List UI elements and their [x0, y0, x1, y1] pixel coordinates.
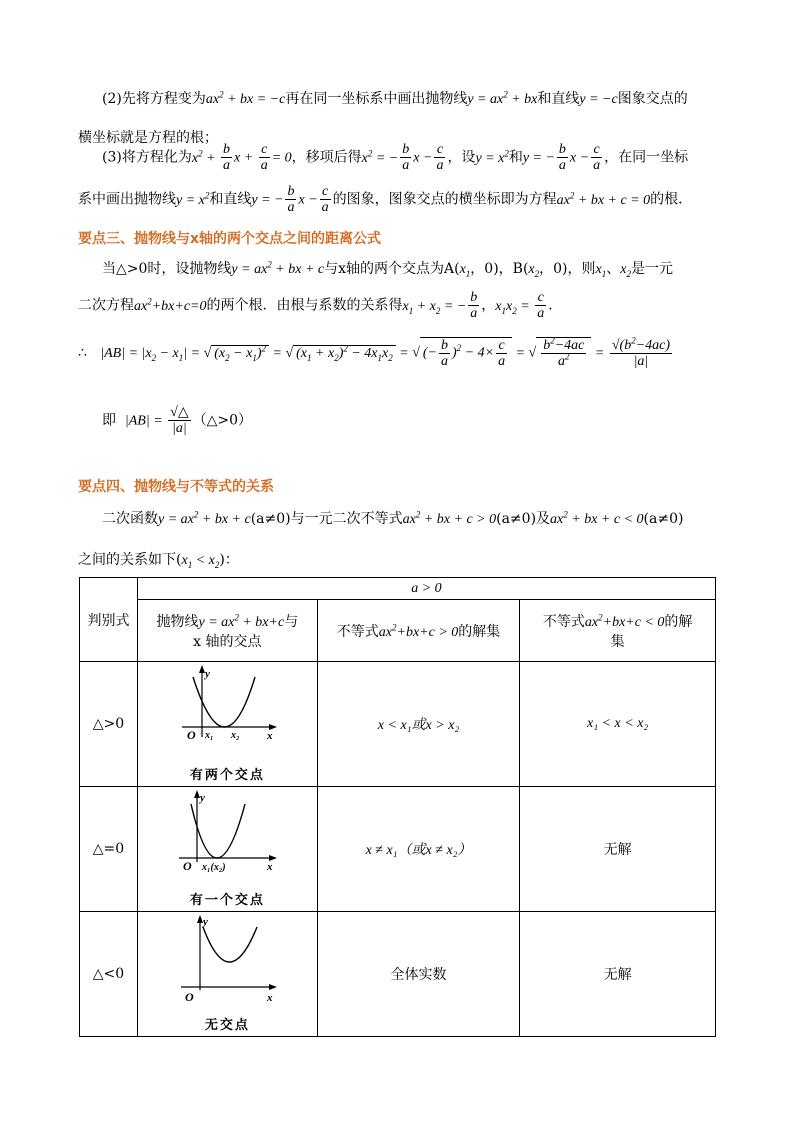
paragraph-3-cont: 系中画出抛物线$y = x^2$和直线y = − $\frac{b}{a}$ x − $\frac{c}{a}$ 的图象，图象交点的横坐标即为方程$ax^2$ + bx + c = 0的根. — [78, 184, 683, 215]
svg-text:x: x — [267, 861, 273, 873]
paragraph-inequality: 二次函数$y = ax^2$ + bx + c(a≠0)与一元二次不等式$ax^2$ + bx + c > 0(a≠0)及$ax^2$ + bx + c < 0(a≠0) — [102, 509, 684, 527]
svg-text:x₁: x₁ — [205, 730, 214, 741]
svg-text:x₁(x₂): x₁(x₂) — [202, 862, 226, 873]
table-row — [80, 662, 716, 787]
graph-cell — [137, 787, 317, 912]
svg-text:y: y — [205, 668, 211, 680]
paragraph-3: (3)将方程化为$x^2$ + $\frac{b}{a}$ x + $\frac{c}{a}$ = 0，移项后得$x^2$ = − $\frac{b}{a}$ x − $\frac{c}{a}$ ，设$y = x^2$和y = − $\frac{b}{a}$ x − $\frac{c}{a}$ ，在同一坐标 — [102, 142, 689, 173]
svg-text:O: O — [183, 859, 192, 873]
graph-caption: 有两个交点 — [189, 768, 265, 783]
discriminant-cell: △=0 — [80, 787, 138, 912]
distance-formula-short: 即 |AB| = $\frac{√\triangle}{|a|}$ （△>0） — [102, 405, 253, 436]
gt-solution-cell: x ≠ x₁（或x ≠ x₂） — [317, 787, 520, 912]
paragraph-distance: 当△>0时，设抛物线$y = ax^2$ + bx + c与x轴的两个交点为$A(x_1$，0)，$B(x_2$，0)，则$x_1$、$x_2$是一元 — [102, 259, 673, 279]
header-lt-solution: 不等式$ax^2+bx+c < 0$的解 集 — [520, 600, 716, 662]
lt-solution-cell: 无解 — [520, 912, 716, 1037]
svg-text:y: y — [200, 792, 206, 804]
svg-text:x₂: x₂ — [231, 730, 240, 741]
gt-solution-cell: 全体实数 — [317, 912, 520, 1037]
svg-text:x: x — [267, 730, 273, 742]
relation-table — [79, 577, 716, 1037]
graph-caption: 有一个交点 — [189, 893, 265, 908]
discriminant-cell: △<0 — [80, 912, 138, 1037]
header-gt-solution: 不等式$ax^2+bx+c > 0$的解集 — [317, 600, 520, 662]
graph-cell — [137, 912, 317, 1037]
svg-text:x: x — [267, 992, 273, 1004]
table-row — [80, 787, 716, 912]
header-discriminant: 判别式 — [80, 578, 138, 662]
lt-solution-cell: 无解 — [520, 787, 716, 912]
paragraph-inequality-cont: 之间的关系如下$(x_1 < x_2)$： — [78, 552, 239, 570]
paragraph-distance-cont: 二次方程$ax^2+bx+c=0$的两个根．由根与系数的关系得$x_1 + x_2$ = − $\frac{b}{a}$ ，$x_1x_2$ = $\frac{c}{a}$ . — [78, 290, 553, 321]
gt-solution-cell: x < x₁或x > x₂ — [317, 662, 520, 787]
parabola-no-root-graph — [167, 915, 287, 1010]
svg-text:O: O — [187, 728, 196, 742]
paragraph-2: (2)先将方程变为$ax^2$ + bx = −c再在同一坐标系中画出抛物线$y = ax^2$ + bx和直线y = −c图象交点的 — [102, 89, 688, 107]
header-a-gt-0: a > 0 — [137, 578, 715, 600]
svg-text:y: y — [203, 916, 209, 928]
discriminant-cell: △>0 — [80, 662, 138, 787]
svg-text:O: O — [185, 990, 194, 1004]
table-row — [80, 912, 716, 1037]
paragraph-2-cont: 横坐标就是方程的根； — [78, 130, 218, 146]
heading-section-3: 要点三、抛物线与x轴的两个交点之间的距离公式 — [78, 231, 382, 247]
header-parabola: 抛物线$y = ax^2 + bx+c$与 x 轴的交点 — [137, 600, 317, 662]
parabola-one-root-graph — [167, 790, 287, 885]
distance-formula: ∴ $|AB| = |x_2 - x_1|$ = √ $(x_2 - x_1)^2$ = √ $(x_1 + x_2)^2 - 4x_1x_2$ = √ (− $\frac{b}{a}$ )$^2$ − 4× $\frac{c}{a}$ = √ $\frac{b^2-4ac}{a^2}$ = $\frac{√(b^2-4ac)}{|a|}$ — [78, 334, 671, 369]
graph-caption: 无交点 — [204, 1018, 250, 1033]
heading-section-4: 要点四、抛物线与不等式的关系 — [78, 479, 274, 495]
graph-cell — [137, 662, 317, 787]
lt-solution-cell: x₁ < x < x₂ — [520, 662, 716, 787]
parabola-two-roots-graph — [167, 665, 287, 760]
